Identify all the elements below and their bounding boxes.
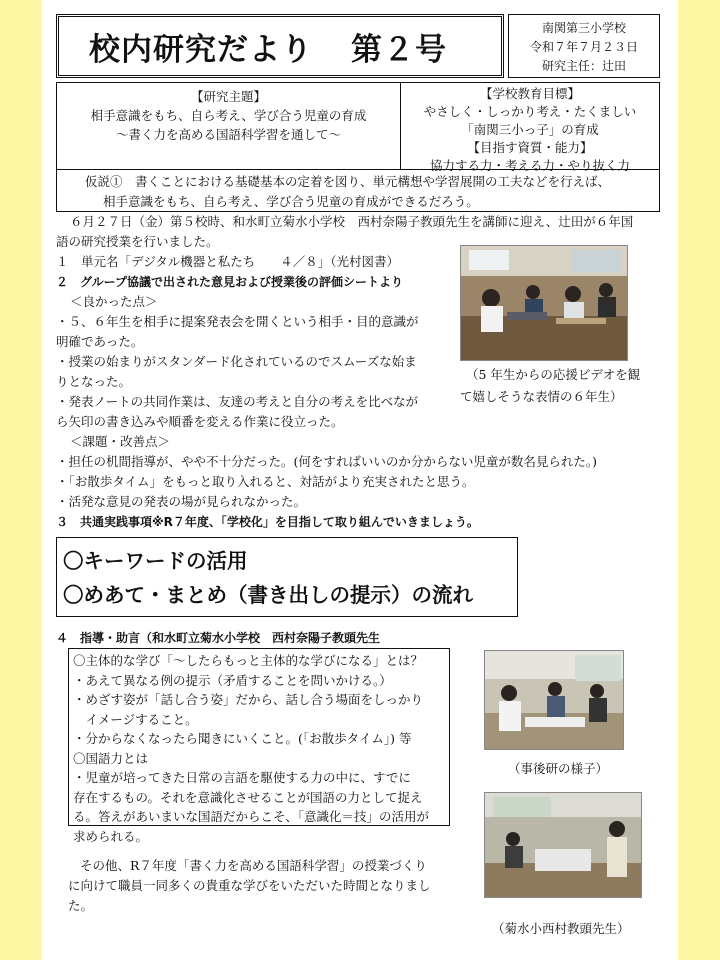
advice-box (68, 648, 450, 844)
closing-line2: に向けて職員一同多くの貴重な学びをいただいた時間となりまし (68, 878, 431, 893)
advice-line: ・めざす姿が「話し合う姿」だから、話し合う場面をしっかり (73, 692, 424, 707)
good-points-label: ＜良かった点＞ (70, 294, 158, 309)
intro-line2: 語の研究授業を行いました。 (56, 234, 219, 249)
title-box (56, 14, 504, 78)
meeting-photo-image (485, 651, 624, 750)
photo1-caption-line2: て嬉しそうな表情の６年生） (460, 389, 623, 404)
advice-line: る。答えがあいまいな国語だからこそ、「意識化＝技」の活用が (73, 809, 430, 824)
competence-text: 協力する力・考える力・やり抜く力 (429, 158, 630, 173)
hypothesis-cell (57, 169, 659, 212)
issue-date: 令和７年７月２３日 (529, 40, 638, 54)
research-chief: 研究主任：辻田 (541, 59, 626, 73)
competence-label: 【目指す資質・能力】 (467, 140, 593, 155)
research-theme-cell (57, 83, 401, 169)
keyword-box (56, 537, 518, 617)
section4-heading: ４ 指導・助言（和水町立菊水小学校 西村奈陽子教頭先生 (56, 631, 381, 645)
unit-name: １ 単元名「デジタル機器と私たち ４／８」（光村図書） (56, 254, 400, 269)
issue-line: ・活発な意見の発表の場が見られなかった。 (56, 494, 307, 509)
closing-line3: た。 (68, 898, 94, 913)
advice-line: 存在するもの。それを意識化させることが国語の力として捉え (73, 789, 423, 805)
good-point-line: りとなった。 (56, 374, 132, 389)
issue-line: ・「お散歩タイム」をもっと取り入れると、対話がより充実されたと思う。 (56, 474, 475, 489)
section3-heading: ３ 共通実践事項※R７年度、「学校化」を目指して取り組んでいきましょう。 (56, 515, 479, 529)
keyword-line1: 〇キーワードの活用 (63, 549, 248, 573)
advice-line: 求められる。 (73, 828, 149, 844)
keyword-line2: 〇めあて・まとめ（書き出しの提示）の流れ (63, 583, 473, 607)
research-theme-label: 【研究主題】 (190, 89, 266, 104)
theme-table (56, 82, 660, 212)
good-point-line: 明確であった。 (56, 334, 144, 349)
school-goal-line2: 「南関三小っ子」の育成 (461, 122, 599, 137)
good-point-line: ・５、６年生を相手に提案発表会を開くという相手・目的意識が (56, 314, 419, 329)
advice-line: ・あえて異なる例の提示（矛盾することを問いかける。） (73, 672, 392, 688)
school-goal-label: 【学校教育目標】 (479, 86, 580, 101)
closing-line1: その他、R７年度「書く力を高める国語科学習」の授業づくり (80, 858, 427, 873)
school-goal-cell (401, 83, 659, 171)
meeting-photo (484, 650, 624, 750)
photo2-caption: （事後研の様子） (508, 761, 609, 776)
photo3-caption: （菊水小西村教頭先生） (492, 921, 630, 936)
classroom-photo (460, 245, 628, 361)
advice-line: ・児童が培ってきた日常の言語を駆使する力の中に、すでに (73, 770, 411, 785)
good-point-line: ・授業の始まりがスタンダード化されているのでスムーズな始ま (56, 354, 417, 369)
school-name: 南関第三小学校 (541, 21, 626, 35)
intro-line1: ６月２７日（金）第５校時、和水町立菊水小学校 西村奈陽子教頭先生を講師に迎え、辻田が６年国 (70, 214, 634, 229)
photo1-caption-line1: （5 年生からの応援ビデオを観 (466, 367, 641, 382)
advice-line: イメージすること。 (73, 711, 198, 727)
hypothesis-line2: 相手意識をもち、自ら考え、学び合う児童の育成ができるだろう。 (103, 194, 479, 209)
advice-line: 〇国語力とは (73, 750, 149, 766)
hypothesis-line1: 仮説① 書くことにおける基礎基本の定着を図り、単元構想や学習展開の工夫などを行えば、 (85, 174, 611, 189)
newsletter-title: 校内研究だより 第２号 (89, 31, 447, 68)
issue-line: ・担任の机間指導が、やや不十分だった。(何をすればいいのか分からない児童が数名見られた。) (56, 454, 598, 469)
issues-label: ＜課題・改善点＞ (70, 434, 171, 449)
advice-line: ・分からなくなったら聞きにいくこと。(「お散歩タイム」) 等 (73, 731, 412, 746)
section2-heading: ２ グループ協議で出された意見および授業後の評価シートより (56, 275, 404, 289)
school-info-box (508, 14, 660, 78)
advice-line: 〇主体的な学び「～したらもっと主体的な学びになる」とは？ (73, 653, 424, 668)
teacher-photo (484, 792, 642, 898)
issue-number: 第２号 (351, 31, 447, 68)
research-theme-line2: ～書く力を高める国語科学習を通して～ (115, 127, 341, 142)
research-theme-line1: 相手意識をもち、自ら考え、学び合う児童の育成 (90, 108, 367, 123)
good-point-line: ・発表ノートの共同作業は、友達の考えと自分の考えを比べなが (56, 394, 419, 409)
teacher-photo-image (485, 793, 642, 898)
classroom-photo-image (461, 246, 628, 361)
school-goal-line1: やさしく・しっかり考え・たくましい (423, 104, 637, 119)
good-point-line: ら矢印の書き込みや順番を変える作業に役立った。 (56, 414, 344, 429)
